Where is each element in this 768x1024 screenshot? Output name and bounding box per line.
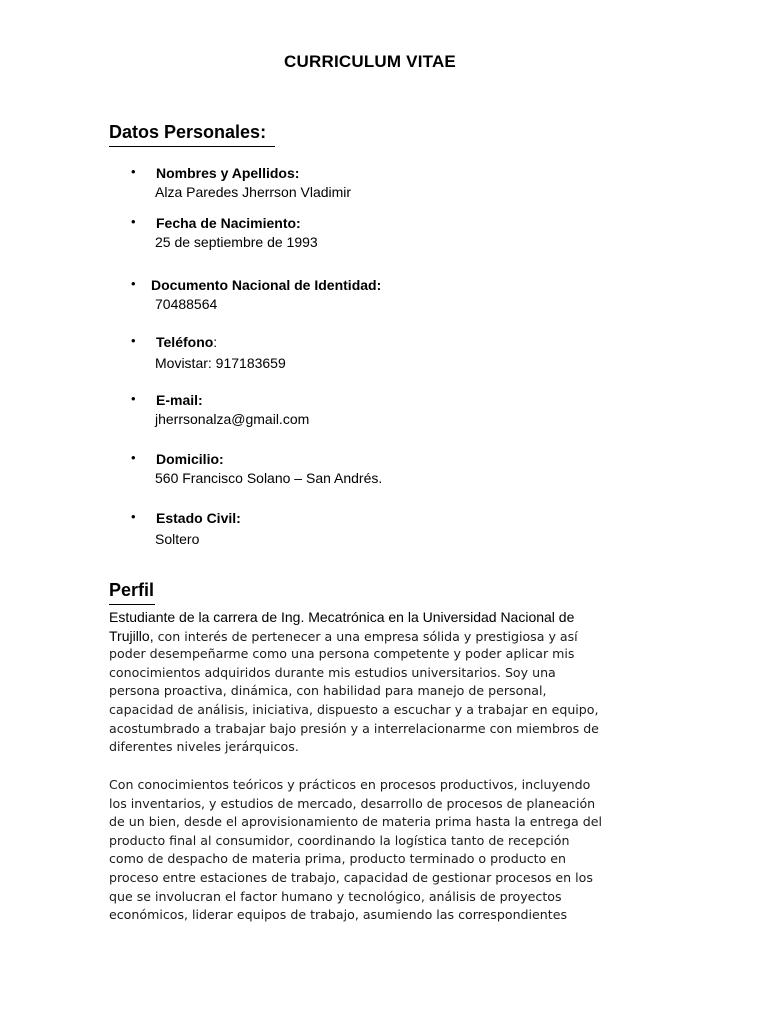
- profile-line: capacidad de análisis, iniciativa, dispuesto a escuchar y a trabajar en equipo,: [109, 701, 599, 717]
- profile-line: [109, 627, 649, 646]
- birthdate-label: Fecha de Nacimiento:: [156, 215, 301, 231]
- profile-line: que se involucran el factor humano y tecnológico, análisis de proyectos: [109, 888, 562, 904]
- profile-line: proceso entre estaciones de trabajo, capacidad de gestionar procesos en los: [109, 869, 593, 885]
- profile-line: de un bien, desde el aprovisionamiento de materia prima hasta la entrega del: [109, 814, 603, 830]
- profile-line: acostumbrado a trabajar bajo presión y a interrelacionarme con miembros de: [109, 720, 599, 736]
- names-label: Nombres y Apellidos:: [156, 165, 300, 181]
- names-value: Alza Paredes Jherrson Vladimir: [155, 184, 352, 200]
- bullet-icon: •: [131, 164, 136, 179]
- profile-line-rest: con interés de pertenecer a una empresa sólida y prestigiosa y así: [153, 628, 578, 644]
- phone-colon: :: [213, 334, 218, 350]
- bullet-icon: •: [131, 333, 136, 348]
- address-value: 560 Francisco Solano – San Andrés.: [155, 470, 383, 486]
- profile-line-start: Trujillo,: [109, 627, 154, 644]
- profile-line: Estudiante de la carrera de Ing. Mecatrónica en la Universidad Nacional de: [109, 609, 575, 625]
- email-value: jherrsonalza@gmail.com: [155, 411, 310, 427]
- bullet-icon: •: [131, 214, 136, 229]
- civil-status-label: Estado Civil:: [156, 510, 241, 526]
- profile-line: producto final al consumidor, coordinando la logística tanto de recepción: [109, 832, 570, 848]
- document-title: CURRICULUM VITAE: [284, 52, 456, 71]
- phone-label-wrap: [156, 334, 217, 350]
- profile-line: económicos, liderar equipos de trabajo, asumiendo las correspondientes: [109, 907, 568, 923]
- dni-value: 70488564: [155, 296, 218, 312]
- profile-line: los inventarios, y estudios de mercado, desarrollo de procesos de planeación: [109, 795, 596, 811]
- bullet-icon: •: [131, 450, 136, 465]
- bullet-icon: •: [131, 391, 136, 406]
- personal-data-heading: Datos Personales:: [109, 122, 275, 147]
- profile-paragraph-2: [109, 776, 649, 925]
- profile-line: diferentes niveles jerárquicos.: [109, 739, 299, 755]
- address-label: Domicilio:: [156, 451, 224, 467]
- profile-paragraph-1: [109, 608, 649, 757]
- profile-line: persona proactiva, dinámica, con habilidad para manejo de personal,: [109, 683, 547, 699]
- civil-status-value: Soltero: [155, 531, 200, 547]
- phone-label: Teléfono: [156, 334, 214, 350]
- profile-line: como de despacho de materia prima, producto terminado o producto en: [109, 851, 566, 867]
- profile-line: conocimientos adquiridos durante mis estudios universitarios. Soy una: [109, 664, 556, 680]
- profile-line: poder desempeñarme como una persona competente y poder aplicar mis: [109, 646, 575, 662]
- profile-line: Con conocimientos teóricos y prácticos en procesos productivos, incluyendo: [109, 777, 591, 792]
- profile-heading: Perfil: [109, 580, 155, 605]
- phone-value: Movistar: 917183659: [155, 355, 286, 371]
- email-label: E-mail:: [156, 392, 203, 408]
- bullet-icon: •: [131, 276, 136, 291]
- bullet-icon: •: [131, 509, 136, 524]
- birthdate-value: 25 de septiembre de 1993: [155, 234, 318, 250]
- dni-label: Documento Nacional de Identidad:: [151, 277, 382, 293]
